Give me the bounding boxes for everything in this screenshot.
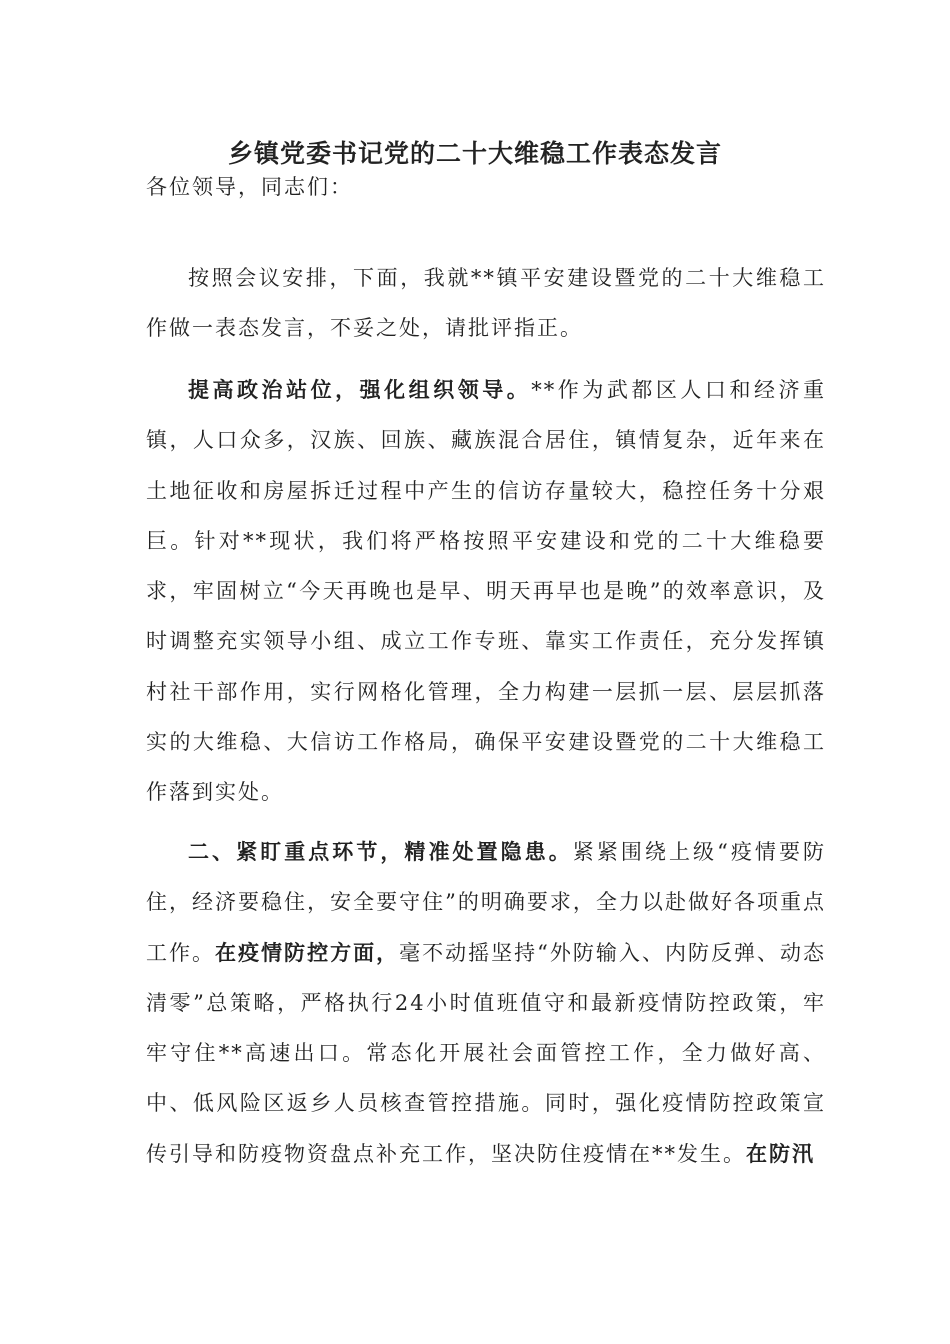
paragraph-body-epidemic: 毫不动摇坚持“外防输入、内防反弹、动态清零”总策略，严格执行24小时值班值守和最新疫情防控政策，牢牢守住**高速出口。常态化开展社会面管控工作，全力做好高、中、低风险区返乡人员核查管控措施。同时，强化疫情防控政策宣传引导和防疫物资盘点补充工作，坚决防住疫情在**发生。 [146,940,827,1166]
salutation: 各位领导，同志们： [146,175,353,199]
paragraph-body: 紧紧围绕上级“疫情要防住，经济要稳住，安全要守住”的明确要求，全力以赴做好各项重点工作。 [146,840,826,965]
paragraph-intro [146,253,826,354]
paragraph-lead-heading: 二、紧盯重点环节，精准处置隐患。 [188,839,573,864]
paragraph-subheading-flood: 在防汛 [746,1140,815,1166]
paragraph-subheading-epidemic: 在疫情防控方面， [215,939,400,965]
paragraph-body: **作为武都区人口和经济重镇，人口众多，汉族、回族、藏族混合居住，镇情复杂，近年来在土地征收和房屋拆迁过程中产生的信访存量较大，稳控任务十分艰巨。针对**现状，我们将严格按照平安建设和党的二十大维稳要求，牢固树立“今天再晚也是早、明天再早也是晚”的效率意识，及时调整充实领导小组、成立工作专班、靠实工作责任，充分发挥镇村社干部作用，实行网格化管理，全力构建一层抓一层、层层抓落实的大维稳、大信访工作格局，确保平安建设暨党的二十大维稳工作落到实处。 [146,378,827,805]
document-title: 乡镇党委书记党的二十大维稳工作表态发言 [227,139,722,168]
paragraph-key-links [146,827,826,1179]
paragraph-political-stance [146,365,826,818]
paragraph-lead-heading: 提高政治站位，强化组织领导。 [188,377,532,402]
paragraph-intro-body: 按照会议安排，下面，我就**镇平安建设暨党的二十大维稳工作做一表态发言，不妥之处，请批评指正。 [146,266,826,341]
